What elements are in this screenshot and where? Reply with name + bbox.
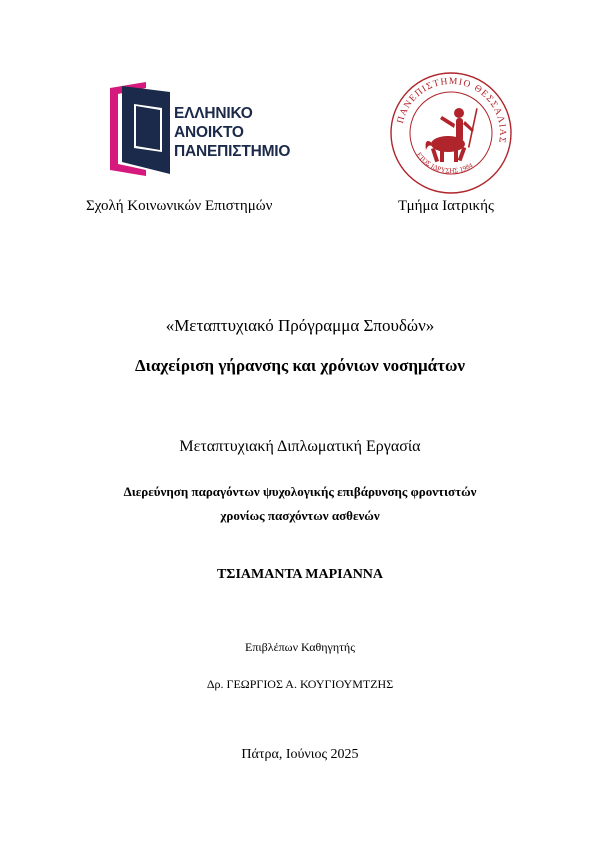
program-label: «Μεταπτυχιακό Πρόγραμμα Σπουδών»: [165, 316, 435, 335]
school-name: Σχολή Κοινωνικών Επιστημών: [86, 198, 273, 214]
university-of-thessaly-seal: [388, 70, 514, 196]
eap-book-mark-icon: [110, 82, 170, 176]
eap-logo-line-2: ΑΝΟΙΚΤΟ: [174, 124, 244, 141]
seal-bottom-text: ΕΤΟΣ ΙΔΡΥΣΗΣ 1984: [414, 150, 475, 175]
thesis-title: [0, 480, 600, 528]
supervisor-label: Επιβλέπων Καθηγητής: [245, 640, 355, 654]
supervisor-name: Δρ. ΓΕΩΡΓΙΟΣ Α. ΚΟΥΓΙΟΥΜΤΖΗΣ: [206, 677, 394, 691]
thesis-title-line-2: χρονίως πασχόντων ασθενών: [220, 508, 380, 523]
author-name: ΤΣΙΑΜΑΝΤΑ ΜΑΡΙΑΝΝΑ: [216, 567, 384, 582]
thesis-type: Μεταπτυχιακή Διπλωματική Εργασία: [179, 438, 421, 455]
program-title: Διαχείριση γήρανσης και χρόνιων νοσημάτων: [135, 356, 465, 375]
place-date: Πάτρα, Ιούνιος 2025: [241, 747, 359, 762]
eap-logo-line-3: ΠΑΝΕΠΙΣΤΗΜΙΟ: [174, 143, 291, 160]
centaur-icon: [426, 108, 478, 162]
eap-logo-text: [174, 104, 290, 161]
eap-logo-line-1: ΕΛΛΗΝΙΚΟ: [174, 105, 253, 122]
thesis-title-line-1: Διερεύνηση παραγόντων ψυχολογικής επιβάρυνσης φροντιστών: [123, 484, 477, 499]
svg-text:ΕΤΟΣ ΙΔΡΥΣΗΣ 1984: [415, 151, 475, 175]
seal-ring-text: ΠΑΝΕΠΙΣΤΗΜΙΟ ΘΕΣΣΑΛΙΑΣ: [395, 76, 508, 145]
hellenic-open-university-logo: [110, 82, 291, 178]
department-name: Τμήμα Ιατρικής: [398, 198, 494, 214]
